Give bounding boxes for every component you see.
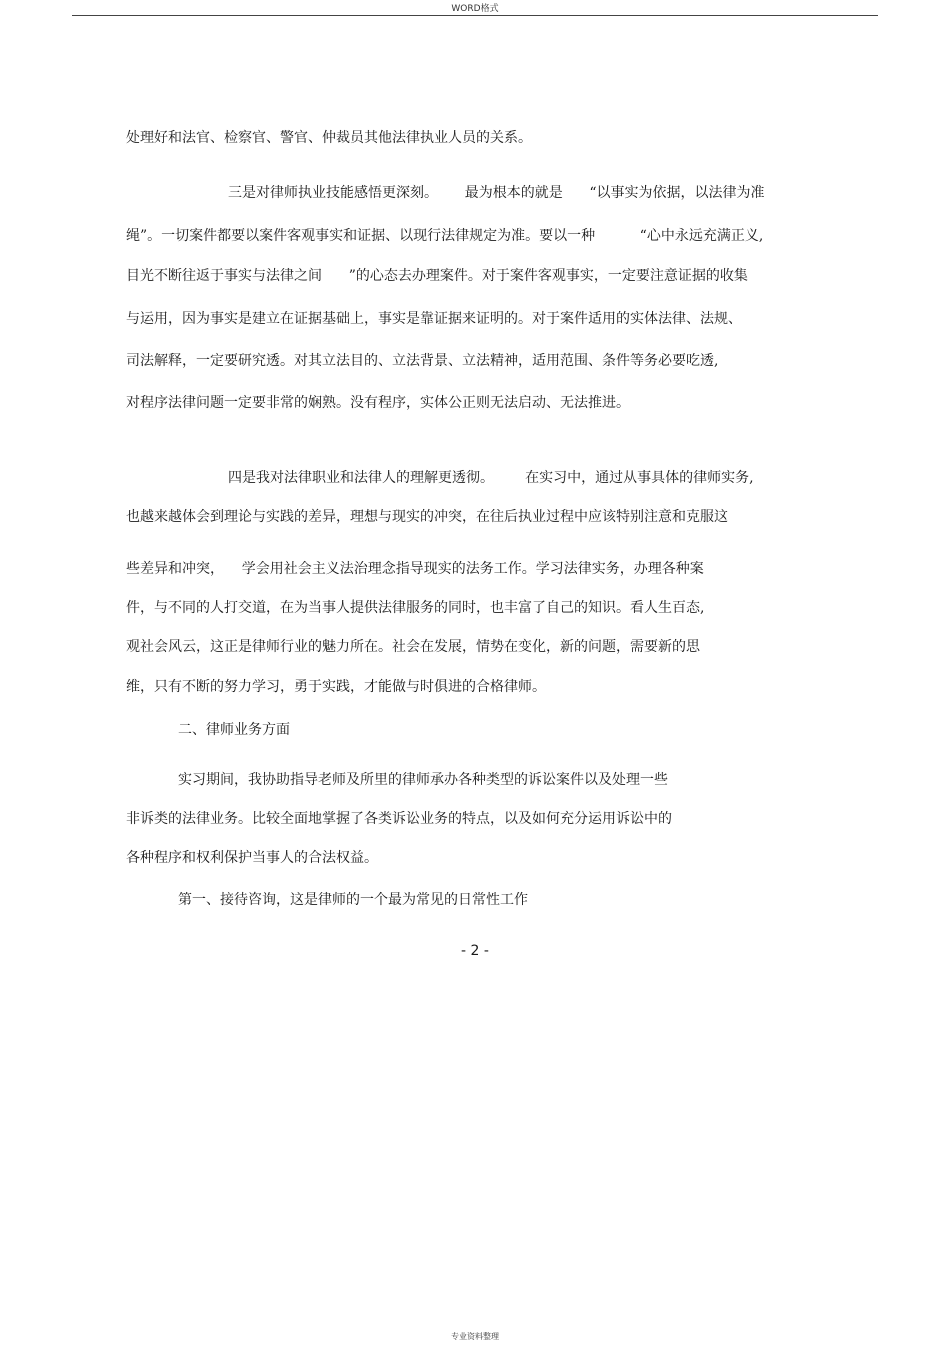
body-line: 维，只有不断的努力学习，勇于实践，才能做与时俱进的合格律师。 bbox=[126, 679, 546, 695]
body-line: 非诉类的法律业务。比较全面地掌握了各类诉讼业务的特点，以及如何充分运用诉讼中的 bbox=[126, 811, 672, 827]
header-rule bbox=[72, 15, 878, 16]
page-header: WORD格式 bbox=[451, 4, 499, 14]
body-line: 司法解释，一定要研究透。对其立法目的、立法背景、立法精神，适用范围、条件等务必要吃透, bbox=[126, 353, 719, 369]
body-line: 三是对律师执业技能感悟更深刻。 最为根本的就是 “以事实为依据，以法律为准 bbox=[228, 185, 765, 201]
page-footer: 专业资料整理 bbox=[451, 1332, 499, 1341]
body-line: 也越来越体会到理论与实践的差异，理想与现实的冲突，在往后执业过程中应该特别注意和克服这 bbox=[126, 509, 728, 525]
body-line: 第一、接待咨询，这是律师的一个最为常见的日常性工作 bbox=[178, 892, 528, 908]
body-line: 对程序法律问题一定要非常的娴熟。没有程序，实体公正则无法启动、无法推进。 bbox=[126, 395, 630, 411]
body-line: 些差异和冲突， 学会用社会主义法治理念指导现实的法务工作。学习法律实务，办理各种案 bbox=[126, 561, 704, 577]
body-line: 绳”。一切案件都要以案件客观事实和证据、以现行法律规定为准。要以一种 “心中永远充满正义, bbox=[126, 228, 764, 244]
section-heading: 二、律师业务方面 bbox=[178, 722, 290, 738]
body-line: 实习期间，我协助指导老师及所里的律师承办各种类型的诉讼案件以及处理一些 bbox=[178, 772, 668, 788]
body-line: 目光不断往返于事实与法律之间 ”的心态去办理案件。对于案件客观事实，一定要注意证据的收集 bbox=[126, 268, 748, 284]
body-line: 四是我对法律职业和法律人的理解更透彻。 在实习中，通过从事具体的律师实务, bbox=[228, 470, 754, 486]
body-line: 件，与不同的人打交道，在为当事人提供法律服务的同时，也丰富了自己的知识。看人生百态, bbox=[126, 600, 705, 616]
body-line: 与运用，因为事实是建立在证据基础上，事实是靠证据来证明的。对于案件适用的实体法律、法规、 bbox=[126, 311, 742, 327]
body-line: 处理好和法官、检察官、警官、仲裁员其他法律执业人员的关系。 bbox=[126, 130, 532, 146]
page-number: - 2 - bbox=[461, 943, 489, 959]
body-line: 观社会风云，这正是律师行业的魅力所在。社会在发展，情势在变化，新的问题，需要新的思 bbox=[126, 639, 700, 655]
body-line: 各种程序和权利保护当事人的合法权益。 bbox=[126, 850, 378, 866]
